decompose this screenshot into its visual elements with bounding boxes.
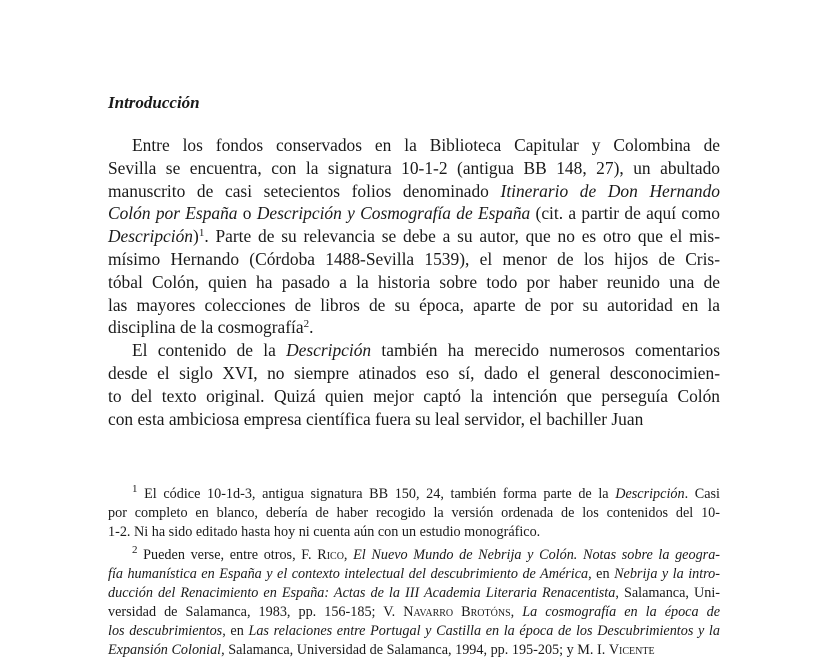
footnote-ref: 2 <box>132 544 138 556</box>
text-line: El contenido de la Descripción también ha merecido numerosos comentarios <box>132 340 721 361</box>
body-text <box>108 134 720 430</box>
text-line: Colón por España o Descripción y Cosmografía de España (cit. a partir de aquí como <box>108 203 721 224</box>
footnotes <box>108 485 720 660</box>
text-line: desde el siglo XVI, no siempre atinados eso sí, dado el general desconocimien- <box>108 362 720 383</box>
text-line: con esta ambiciosa empresa científica fuera su leal servidor, el bachiller Juan <box>108 408 644 429</box>
text-line: Descripción)$^1$. Parte de su relevancia se debe a su autor, que no es otro que el mis- <box>108 226 720 247</box>
paragraph-2 <box>108 339 720 430</box>
text-line: fía humanística en España y el contexto intelectual del descubrimiento de América, en Nebrija y la intro- <box>108 566 720 582</box>
footnote-2 <box>108 546 720 660</box>
paragraph-1 <box>108 134 720 339</box>
text-line: $^2$ Pueden verse, entre otros, F. Rico, El Nuevo Mundo de Nebrija y Colón. Notas sobre la geogra- <box>132 544 721 563</box>
text-line: tóbal Colón, quien ha pasado a la historia sobre todo por haber reunido una de <box>108 271 720 292</box>
text-line: versidad de Salamanca, 1983, pp. 156-185; V. Navarro Brotóns, La cosmografía en la época de <box>108 604 720 620</box>
text-line: ducción del Renacimiento en España: Actas de la III Academia Literaria Renacentista, Salamanca, Uni- <box>108 585 720 601</box>
text-line: Entre los fondos conservados en la Biblioteca Capitular y Colombina de <box>132 135 720 155</box>
text-line: las mayores colecciones de libros de su época, aparte de por su autoridad en la <box>108 294 720 315</box>
footnote-ref: 2 <box>303 318 310 331</box>
footnote-ref: 1 <box>132 483 138 495</box>
text-line: los descubrimientos, en Las relaciones entre Portugal y Castilla en la época de los Descubrimientos y la <box>108 623 720 639</box>
text-line: por completo en blanco, debería de haber recogido la versión ordenada de los contenidos del 10- <box>108 505 720 521</box>
text-line: to del texto original. Quizá quien mejor captó la intención que perseguía Colón <box>108 385 720 406</box>
text-line: $^1$ El códice 10-1d-3, antigua signatura BB 150, 24, también forma parte de la Descripción. Casi <box>132 483 720 502</box>
footnote-ref: 1 <box>198 227 205 240</box>
text-line: 1-2. Ni ha sido editado hasta hoy ni cuenta aún con un estudio monográfico. <box>108 524 541 540</box>
text-line: Expansión Colonial, Salamanca, Universidad de Salamanca, 1994, pp. 195-205; y M. I. Vicente <box>108 642 655 658</box>
text-line: manuscrito de casi setecientos folios denominado Itinerario de Don Hernando <box>108 180 721 201</box>
text-line: mísimo Hernando (Córdoba 1488-Sevilla 1539), el menor de los hijos de Cris- <box>108 248 720 269</box>
footnote-1 <box>108 485 720 542</box>
text-line: Sevilla se encuentra, con la signatura 10-1-2 (antigua BB 148, 27), un abultado <box>108 157 720 178</box>
section-heading: Introducción <box>108 93 200 112</box>
text-line: disciplina de la cosmografía$^2$. <box>108 317 314 338</box>
